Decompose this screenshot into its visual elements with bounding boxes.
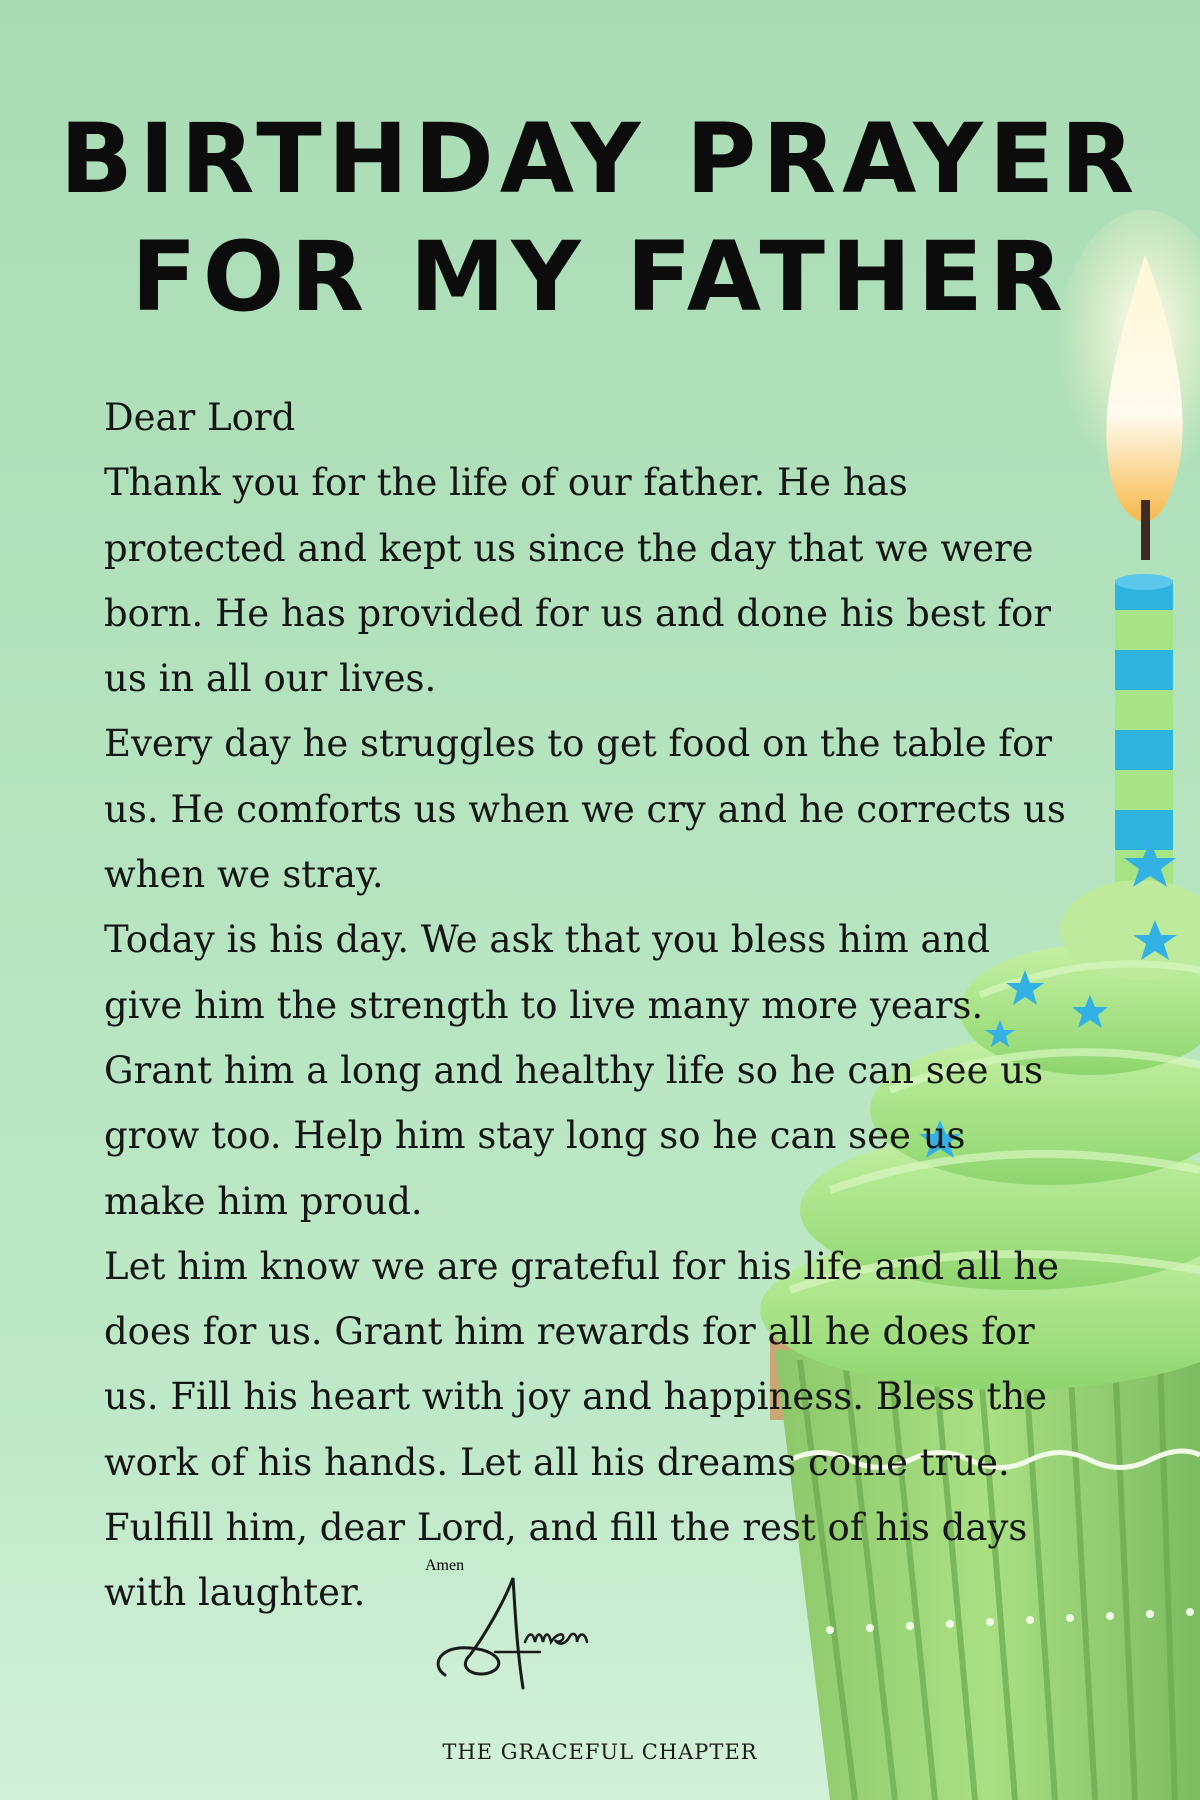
prayer-line: Grant him a long and healthy life so he can see us <box>104 1048 1044 1092</box>
prayer-line: give him the strength to live many more years. <box>104 983 984 1027</box>
prayer-line: Let him know we are grateful for his life and all he <box>104 1244 1060 1288</box>
prayer-line: work of his hands. Let all his dreams come true. <box>104 1440 1010 1484</box>
prayer-line: born. He has provided for us and done his best for <box>104 591 1052 635</box>
prayer-line: Dear Lord <box>104 396 296 439</box>
brand-footer: THE GRACEFUL CHAPTER <box>442 1740 758 1764</box>
prayer-line: does for us. Grant him rewards for all he does for <box>104 1310 1035 1354</box>
page-title <box>0 100 1200 336</box>
signature-text: Amen <box>425 1557 465 1574</box>
prayer-line: grow too. Help him stay long so he can see us <box>104 1114 966 1158</box>
prayer-line: with laughter. <box>104 1571 366 1615</box>
title-line-1: BIRTHDAY PRAYER <box>59 103 1141 215</box>
prayer-line: Fulfill him, dear Lord, and fill the rest of his days <box>104 1506 1028 1550</box>
prayer-line: us. He comforts us when we cry and he corrects us <box>104 787 1066 831</box>
prayer-line: protected and kept us since the day that we were <box>104 526 1034 570</box>
prayer-text <box>104 385 1104 1626</box>
prayer-line: make him proud. <box>104 1179 423 1223</box>
prayer-line: Every day he struggles to get food on the table for <box>104 722 1053 766</box>
prayer-line: us. Fill his heart with joy and happiness. Bless the <box>104 1375 1048 1419</box>
amen-signature <box>425 1557 645 1700</box>
title-line-2: FOR MY FATHER <box>131 221 1069 333</box>
prayer-line: Today is his day. We ask that you bless him and <box>104 918 991 962</box>
candle-wick <box>1141 500 1150 560</box>
prayer-line: when we stray. <box>104 853 384 897</box>
prayer-line: Thank you for the life of our father. He has <box>104 461 908 505</box>
prayer-line: us in all our lives. <box>104 657 437 701</box>
